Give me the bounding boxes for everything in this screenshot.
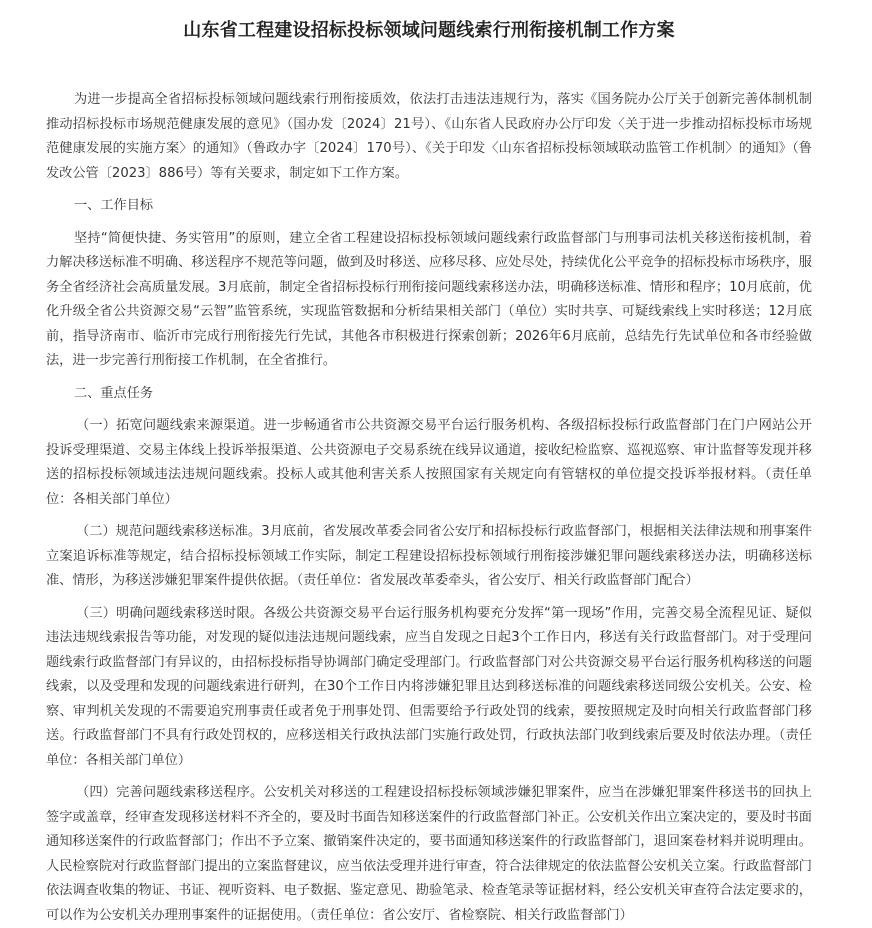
intro-paragraph: 为进一步提高全省招标投标领域问题线索行刑衔接质效，依法打击违法违规行为，落实《国务院办公厅关于创新完善体制机制推动招标投标市场规范健康发展的意见》（国办发〔2024〕21号）、《山东省人民政府办公厅印发〈关于进一步推动招标投标市场规范健康发展的实施方案〉的通知》（鲁政办字〔2024〕170号）、《关于印发〈山东省招标投标领域联动监管工作机制〉的通知》（鲁发改公管〔2023〕886号）等有关要求，制定如下工作方案。 — [46, 92, 812, 181]
section-heading-goals: 一、工作目标 — [74, 198, 154, 213]
task-paragraph-2: （二）规范问题线索移送标准。3月底前，省发展改革委会同省公安厅和招标投标行政监督部门，根据相关法律法规和刑事案件立案追诉标准等规定，结合招标投标领域工作实际，制定工程建设招标投标领域行刑衔接涉嫌犯罪问题线索移送办法，明确移送标准、情形，为移送涉嫌犯罪案件提供依据。（责任单位：省发展改革委牵头，省公安厅、相关行政监督部门配合） — [46, 524, 812, 588]
task-paragraph-3: （三）明确问题线索移送时限。各级公共资源交易平台运行服务机构要充分发挥“第一现场”作用，完善交易全流程见证、疑似违法违规线索报告等功能，对发现的疑似违法违规问题线索，应当自发现之日起3个工作日内，移送有关行政监督部门。对于受理问题线索行政监督部门有异议的，由招标投标指导协调部门确定受理部门。行政监督部门对公共资源交易平台运行服务机构移送的问题线索，以及受理和发现的问题线索进行研判，在30个工作日内将涉嫌犯罪且达到移送标准的问题线索移送同级公安机关。公安、检察、审判机关发现的不需要追究刑事责任或者免于刑事处罚、但需要给予行政处罚的线索，要按照规定及时向相关行政监督部门移送。行政监督部门不具有行政处罚权的，应移送相关行政执法部门实施行政处罚，行政执法部门收到线索后要及时依法办理。（责任单位：各相关部门单位） — [46, 605, 812, 768]
goals-paragraph: 坚持“简便快捷、务实管用”的原则，建立全省工程建设招标投标领域问题线索行政监督部门与刑事司法机关移送衔接机制，着力解决移送标准不明确、移送程序不规范等问题，做到及时移送、应移尽移、应处尽处，持续优化公平竞争的招标投标市场秩序，服务全省经济社会高质量发展。3月底前，制定全省招标投标行刑衔接问题线索移送办法，明确移送标准、情形和程序；10月底前，优化升级全省公共资源交易“云智”监管系统，实现监管数据和分析结果相关部门（单位）实时共享、可疑线索线上实时移送；12月底前，指导济南市、临沂市完成行刑衔接先行先试，其他各市积极进行探索创新；2026年6月底前，总结先行先试单位和各市经验做法，进一步完善行刑衔接工作机制，在全省推行。 — [46, 230, 812, 368]
document-title: 山东省工程建设招标投标领域问题线索行刑衔接机制工作方案 — [183, 20, 675, 41]
task-paragraph-4: （四）完善问题线索移送程序。公安机关对移送的工程建设招标投标领域涉嫌犯罪案件，应当在涉嫌犯罪案件移送书的回执上签字或盖章，经审查发现移送材料不齐全的，要及时书面告知移送案件的行政监督部门补正。公安机关作出立案决定的，要及时书面通知移送案件的行政监督部门；作出不予立案、撤销案件决定的，要书面通知移送案件的行政监督部门，退回案卷材料并说明理由。人民检察院对行政监督部门提出的立案监督建议，应当依法受理并进行审查，符合法律规定的依法监督公安机关立案。行政监督部门依法调查收集的物证、书证、视听资料、电子数据、鉴定意见、勘验笔录、检查笔录等证据材料，经公安机关审查符合法定要求的，可以作为公安机关办理刑事案件的证据使用。（责任单位：省公安厅、省检察院、相关行政监督部门） — [46, 785, 812, 923]
section-heading-tasks: 二、重点任务 — [74, 385, 154, 401]
task-paragraph-1: （一）拓宽问题线索来源渠道。进一步畅通省市公共资源交易平台运行服务机构、各级招标投标行政监督部门在门户网站公开投诉受理渠道、交易主体线上投诉举报渠道、公共资源电子交易系统在线异议通道，接收纪检监察、巡视巡察、审计监督等发现并移送的招标投标领域违法违规问题线索。投标人或其他利害关系人按照国家有关规定向有管辖权的单位提交投诉举报材料。（责任单位：各相关部门单位） — [46, 418, 812, 507]
title-spacer — [46, 43, 812, 88]
